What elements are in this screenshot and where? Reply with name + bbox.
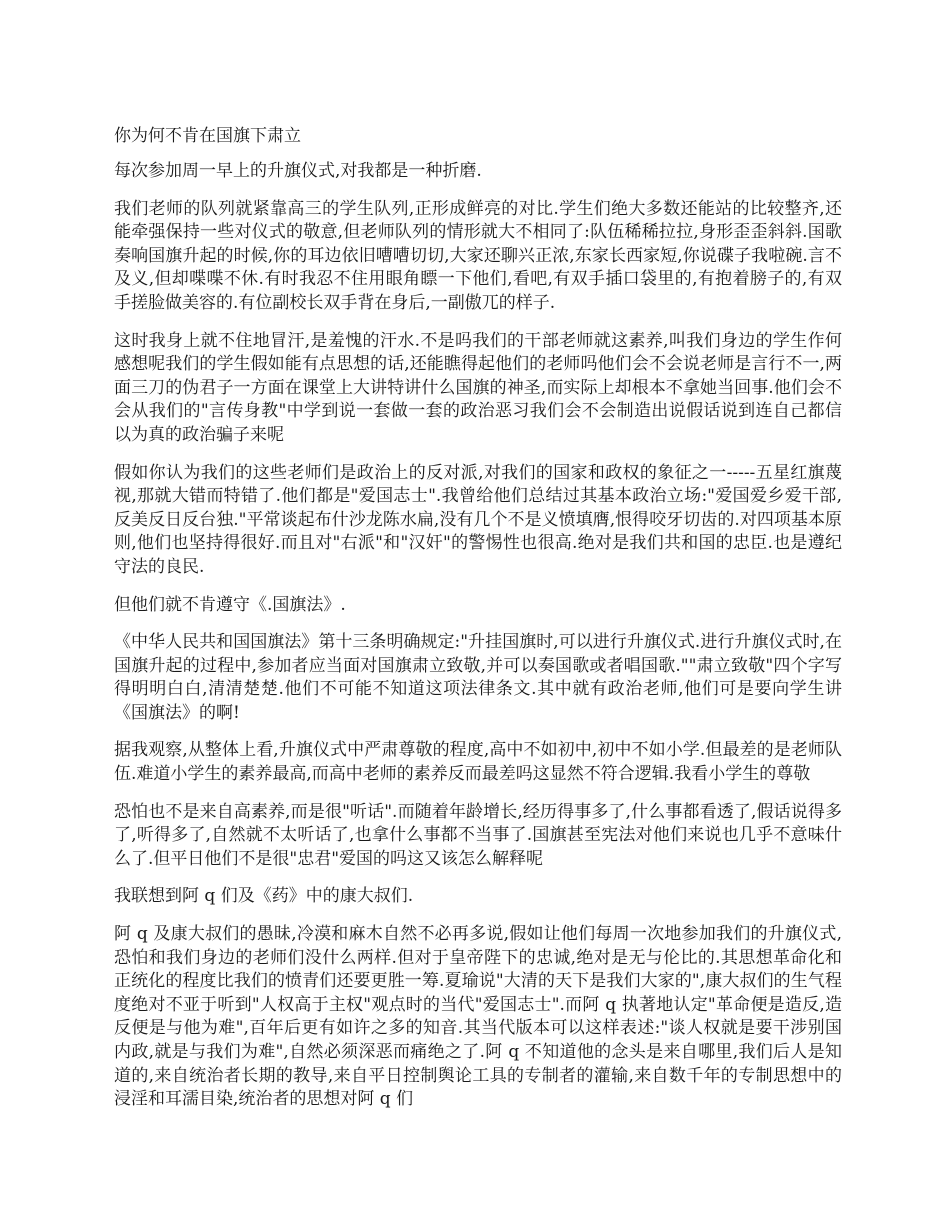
paragraph-10: 阿 q 及康大叔们的愚昧,冷漠和麻木自然不必再多说,假如让他们每周一次地参加我们的升旗仪式,恐怕和我们身边的老师们没什么两样.但对于皇帝陛下的忠诚,绝对是无与伦比的.其思想革命化和正统化的程度比我们的愤青们还要更胜一筹.夏瑜说"大清的天下是我们大家的",康大叔们的生气程度绝对不亚于听到"人权高于主权"观点时的当代"爱国志士".而阿 q 执著地认定"革命便是造反,造反便是与他为难",百年后更有如许之多的知音.其当代版本可以这样表述:"谈人权就是要干涉别国内政,就是与我们为难",自然必须深恶而痛绝之了.阿 q 不知道他的念头是来自哪里,我们后人是知道的,来自统治者长期的教导,来自平日控制舆论工具的专制者的灌输,来自数千年的专制思想中的浸淫和耳濡目染,统治者的思想对阿 q 们 (114, 924, 842, 1110)
paragraph-4: 假如你认为我们的这些老师们是政治上的反对派,对我们的国家和政权的象征之一-----五星红旗蔑视,那就大错而特错了.他们都是"爱国志士".我曾给他们总结过其基本政治立场:"爱国爱乡爱干部,反美反日反台独."平常谈起布什沙龙陈水扁,没有几个不是义愤填膺,恨得咬牙切齿的.对四项基本原则,他们也坚持得很好.而且对"右派"和"汉奸"的警惕性也很高.绝对是我们共和国的忠臣.也是遵纪守法的良民. (114, 462, 842, 577)
paragraph-7: 据我观察,从整体上看,升旗仪式中严肃尊敬的程度,高中不如初中,初中不如小学.但最差的是老师队伍.难道小学生的素养最高,而高中老师的素养反而最差吗这显然不符合逻辑.我看小学生的尊敬 (114, 740, 842, 785)
paragraph-6: 《中华人民共和国国旗法》第十三条明确规定:"升挂国旗时,可以进行升旗仪式.进行升旗仪式时,在国旗升起的过程中,参加者应当面对国旗肃立致敬,并可以奏国歌或者唱国歌.""肃立致敬"四个字写得明明白白,清清楚楚.他们不可能不知道这项法律条文.其中就有政治老师,他们可是要向学生讲《国旗法》的啊! (114, 632, 842, 723)
paragraph-5: 但他们就不肯遵守《.国旗法》. (114, 594, 346, 615)
paragraph-8: 恐怕也不是来自高素养,而是很"听话".而随着年龄增长,经历得事多了,什么事都看透了,假话说得多了,听得多了,自然就不太听话了,也拿什么事都不当事了.国旗甚至宪法对他们来说也几乎不意味什么了.但平日他们不是很"忠君"爱国的吗这又该怎么解释呢 (114, 801, 842, 869)
paragraph-9: 我联想到阿 q 们及《药》中的康大叔们. (114, 886, 414, 907)
paragraph-3: 这时我身上就不住地冒汗,是羞愧的汗水.不是吗我们的干部老师就这素养,叫我们身边的学生作何感想呢我们的学生假如能有点思想的话,还能瞧得起他们的老师吗他们会不会说老师是言行不一,两面三刀的伪君子一方面在课堂上大讲特讲什么国旗的神圣,而实际上却根本不拿她当回事.他们会不会从我们的"言传身教"中学到说一套做一套的政治恶习我们会不会制造出说假话说到连自己都信以为真的政治骗子来呢 (114, 330, 842, 445)
document-title: 你为何不肯在国旗下肃立 (114, 126, 301, 146)
paragraph-1: 每次参加周一早上的升旗仪式,对我都是一种折磨. (114, 161, 482, 181)
paragraph-2: 我们老师的队列就紧靠高三的学生队列,正形成鲜亮的对比.学生们绝大多数还能站的比较整齐,还能牵强保持一些对仪式的敬意,但老师队列的情形就大不相同了:队伍稀稀拉拉,身形歪歪斜斜.国歌奏响国旗升起的时候,你的耳边依旧嘈嘈切切,大家还聊兴正浓,东家长西家短,你说碟子我啦碗.言不及义,但却喋喋不休.有时我忍不住用眼角瞟一下他们,看吧,有双手插口袋里的,有抱着膀子的,有双手搓脸做美容的.有位副校长双手背在身后,一副傲兀的样子. (114, 198, 842, 313)
document-page (114, 124, 842, 1126)
